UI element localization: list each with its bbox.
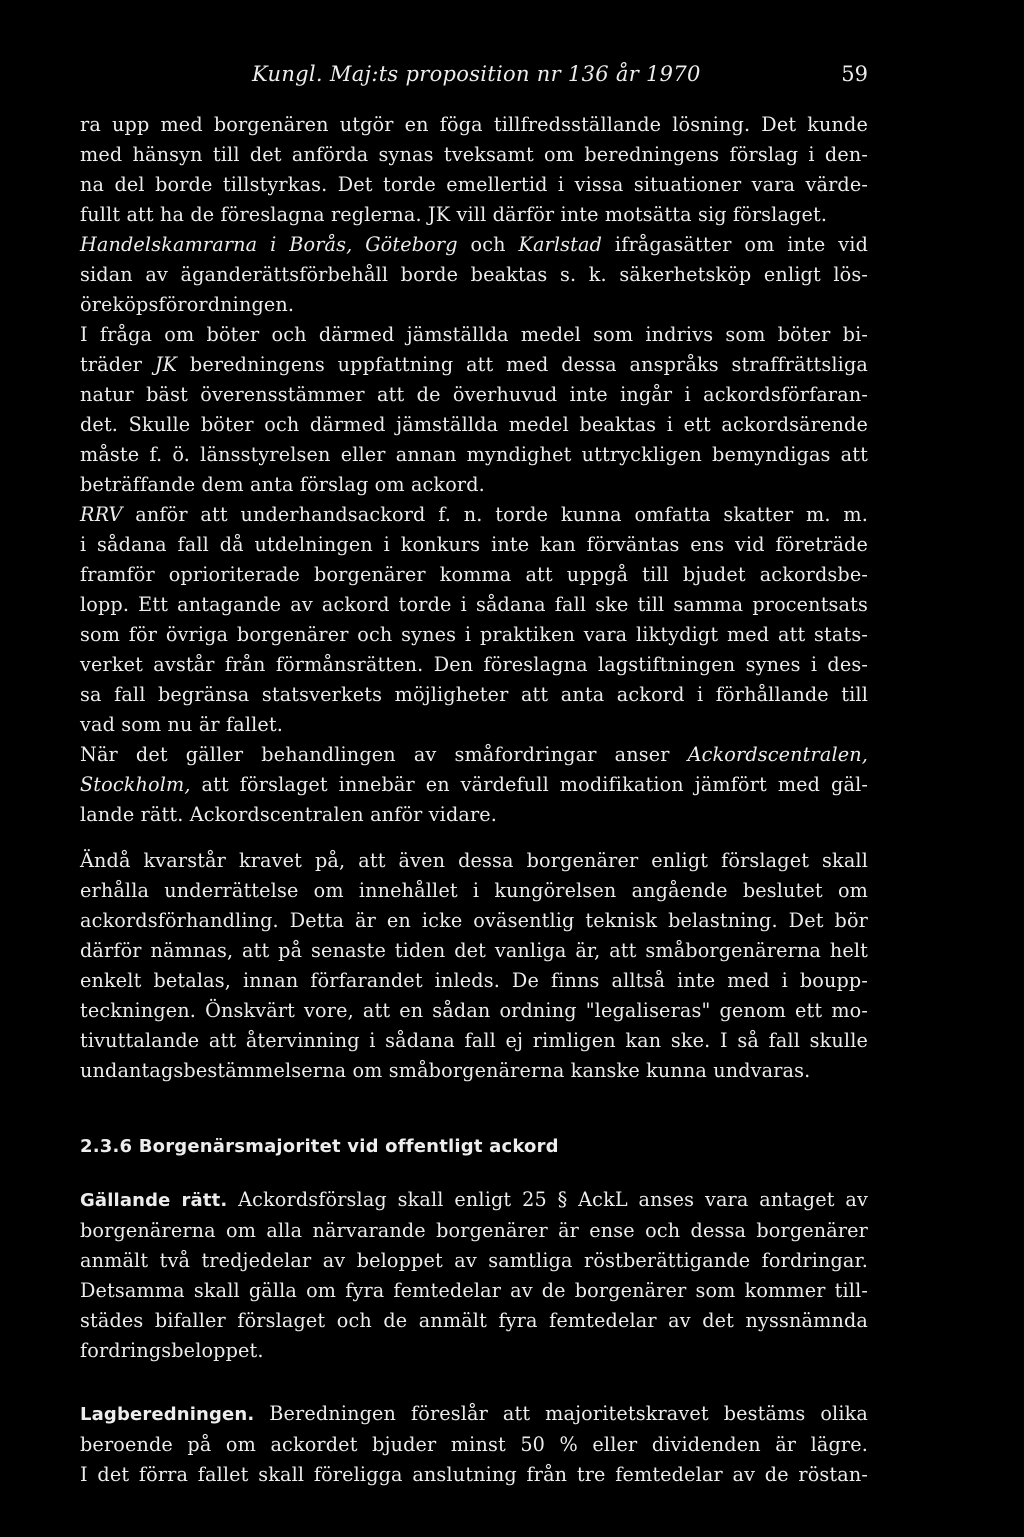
text-line: vad som nu är fallet. (80, 713, 284, 736)
text-line: sa fall begränsa statsverkets möjligheter att anta ackord i förhållande till (80, 683, 868, 706)
text-fragment: När det gäller behandlingen av småfordringar anser (80, 743, 688, 766)
text-line (80, 1185, 868, 1216)
text-fragment: Beredningen föreslår att majoritetskravet bestäms olika (254, 1402, 868, 1425)
section-heading: 2.3.6 Borgenärsmajoritet vid offentligt ackord (80, 1136, 559, 1157)
text-line (80, 770, 868, 800)
paragraph-ackordscentralen (80, 740, 868, 830)
text-line: tivuttalande att återvinning i sådana fall ej rimligen kan ske. I så fall skulle (80, 1029, 868, 1052)
text-line: verket avstår från förmånsrätten. Den föreslagna lagstiftningen synes i des- (80, 653, 868, 676)
text-line: erhålla underrättelse om innehållet i kungörelsen angående beslutet om (80, 879, 868, 902)
text-line: sidan av äganderättsförbehåll borde beaktas s. k. säkerhetsköp enligt lös- (80, 263, 868, 286)
org-name: Stockholm, (80, 773, 191, 796)
text-fragment: och (457, 233, 519, 256)
text-line: städes bifaller förslaget och de anmält fyra femtedelar av det nyssnämnda (80, 1309, 868, 1332)
org-name: Ackordscentralen, (687, 743, 868, 766)
text-line: beroende på om ackordet bjuder minst 50 % eller dividenden är lägre. (80, 1433, 868, 1456)
paragraph-gallande-ratt (80, 1185, 868, 1366)
text-line: Detsamma skall gälla om fyra femtedelar av de borgenärer som kommer till- (80, 1279, 868, 1302)
text-fragment: Ackordsförslag skall enligt 25 § AckL anses vara antaget av (227, 1188, 868, 1211)
body-text (80, 110, 868, 1490)
text-line: ackordsförhandling. Detta är en icke oväsentlig teknisk belastning. Det bör (80, 909, 868, 932)
paragraph-boter (80, 320, 868, 500)
text-line: med hänsyn till det anförda synas tveksamt om beredningens förslag i den- (80, 143, 868, 166)
text-line: na del borde tillstyrkas. Det torde emellertid i vissa situationer vara värde- (80, 173, 868, 196)
text-line: teckningen. Önskvärt vore, att en sådan ordning "legaliseras" genom ett mo- (80, 999, 868, 1022)
text-fragment: träder (80, 353, 155, 376)
text-line: öreköpsförordningen. (80, 293, 295, 316)
text-line: framför oprioriterade borgenärer komma att uppgå till bjudet ackordsbe- (80, 563, 868, 586)
text-line: lopp. Ett antagande av ackord torde i sådana fall ske till samma procentsats (80, 593, 868, 616)
text-line (80, 1399, 868, 1430)
text-line: fullt att ha de föreslagna reglerna. JK vill därför inte motsätta sig förslaget. (80, 203, 828, 226)
text-line: I fråga om böter och därmed jämställda medel som indrivs som böter bi- (80, 323, 868, 346)
text-line: undantagsbestämmelserna om småborgenärerna kanske kunna undvaras. (80, 1059, 811, 1082)
org-name: RRV (80, 503, 123, 526)
text-line: lande rätt. Ackordscentralen anför vidare. (80, 803, 498, 826)
org-name: Karlstad (518, 233, 603, 256)
text-line: som för övriga borgenärer och synes i praktiken vara liktydigt med att stats- (80, 623, 868, 646)
text-fragment: beredningens uppfattning att med dessa anspråks straffrättsliga (177, 353, 868, 376)
running-head (80, 62, 868, 92)
text-line: därför nämnas, att på senaste tiden det vanliga är, att småborgenärerna helt (80, 939, 868, 962)
text-fragment: att förslaget innebär en värdefull modifikation jämfört med gäl- (190, 773, 868, 796)
text-line (80, 500, 868, 530)
text-line: enkelt betalas, innan förfarandet inleds. De finns alltså inte med i boupp- (80, 969, 868, 992)
text-line: det. Skulle böter och därmed jämställda medel beaktas i ett ackordsärende (80, 413, 868, 436)
run-in-heading: Lagberedningen. (80, 1404, 255, 1425)
text-line: måste f. ö. länsstyrelsen eller annan myndighet uttryckligen bemyndigas att (80, 443, 868, 466)
text-line (80, 740, 868, 770)
text-line: ra upp med borgenären utgör en föga tillfredsställande lösning. Det kunde (80, 113, 868, 136)
text-line: borgenärerna om alla närvarande borgenärer är ense och dessa borgenärer (80, 1219, 868, 1242)
text-fragment: anför att underhandsackord f. n. torde kunna omfatta skatter m. m. (122, 503, 868, 526)
text-fragment: ifrågasätter om inte vid (602, 233, 868, 256)
paragraph-rrv (80, 500, 868, 740)
text-line (80, 230, 868, 260)
text-line: anmält två tredjedelar av beloppet av samtliga röstberättigande fordringar. (80, 1249, 868, 1272)
text-line: I det förra fallet skall föreligga anslutning från tre femtedelar av de röstan- (80, 1463, 868, 1486)
paragraph-lagberedningen (80, 1399, 868, 1490)
paragraph-handelskamrarna (80, 230, 868, 320)
run-in-heading: Gällande rätt. (80, 1190, 228, 1211)
text-line: natur bäst överensstämmer att de överhuvud inte ingår i ackordsförfaran- (80, 383, 868, 406)
paragraph-quotation (80, 846, 868, 1086)
org-name: Handelskamrarna i Borås, Göteborg (80, 233, 458, 256)
running-head-title: Kungl. Maj:ts proposition nr 136 år 1970 (252, 62, 701, 86)
text-line: Ändå kvarstår kravet på, att även dessa borgenärer enligt förslaget skall (80, 849, 868, 872)
text-line: fordringsbeloppet. (80, 1339, 264, 1362)
text-line (80, 350, 868, 380)
page-number: 59 (841, 62, 868, 86)
paragraph-jk-conclusion (80, 110, 868, 230)
org-name: JK (154, 353, 178, 376)
text-line: i sådana fall då utdelningen i konkurs inte kan förväntas ens vid företräde (80, 533, 868, 556)
text-line: beträffande dem anta förslag om ackord. (80, 473, 485, 496)
